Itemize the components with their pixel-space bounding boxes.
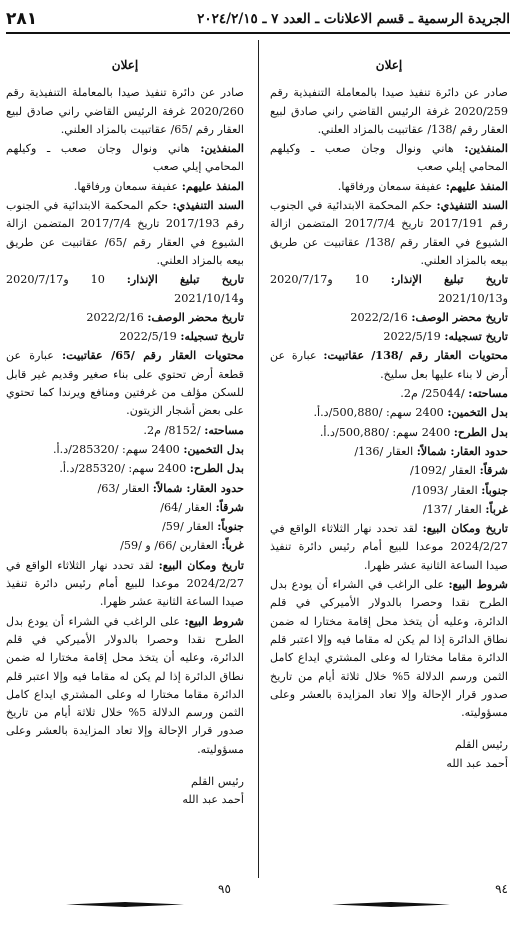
executors-label: المنفذين: [464,141,508,156]
west-label: غرباً: [485,501,508,516]
announcement-intro: صادر عن دائرة تنفيذ صيدا بالمعاملة التنفيذية رقم 2020/259 غرفة الرئيس القاضي راني صادق لبيع العقار رقم /138/ عقاتبيت بالمزاد العلني. [270,86,508,136]
executors-label: المنفذين: [200,141,244,156]
header-title: الجريدة الرسمية ـ قسم الاعلانات ـ العدد ٧ ـ ٢٠٢٤/٢/١٥ [197,11,510,27]
footer-page-number-left: ٩٥ [218,882,231,896]
offer-label: بدل الطرح: [189,461,244,476]
terms-label: شروط البيع: [184,613,244,628]
valuation-value: 2400 سهم: /500,880/د.أ. [313,406,444,420]
registration-label: تاريخ تسجيله: [180,329,244,344]
area-label: مساحته: [204,422,244,437]
notice-label: تاريخ تبليغ الإنذار: [126,272,244,287]
terms-line [270,575,508,722]
executed-label: المنفذ عليهم: [445,178,508,193]
contents-label: محتويات العقار رقم /138/ عقاتبيت: [323,348,508,363]
executed-value: عفيفة سمعان ورفاقها. [73,179,179,193]
report-value: 2022/2/16 [350,310,408,324]
contents-value: عبارة عن قطعة أرض تحتوي على بناء صغير وقديم غير قابل للسكن مؤلف من غرفتين ومنافع ويرندا كما تحتوي على بعض أشجار الزيتون. [6,349,244,418]
valuation-line [270,403,508,422]
south-value: العقار /59/ [161,520,214,534]
announcement-title: إعلان [111,58,139,72]
east-value: العقار /1092/ [410,464,476,478]
west-value: العقار /137/ [422,502,482,516]
boundary-east-line [6,498,244,517]
registration-value: 2022/5/19 [119,330,177,344]
terms-value: على الراغب في الشراء أن يودع بدل الطرح نقدا وحصرا بالدولار الأميركي في قلم الدائرة، وعليه أن يتخذ محل إقامة مختارا له ضمن نطاق الدائرة إذا لم يكن له مقاما فيه وإلا اعتبر قلم الدائرة مقاما مختارا له وعلى المشتري ايداع كامل الثمن ورسم الدلالة 5% خلال ثلاثة أيام من تاريخ صدور قرار الإحالة وإلا تعاد المزايدة بالعشر وعلى مسؤوليته. [6,614,244,756]
south-label: جنوباً: [217,519,244,534]
report-label: تاريخ محضر الوصف: [147,309,244,324]
executed-line [270,177,508,196]
page-number: ٢٨١ [6,9,38,29]
deed-label: السند التنفيذي: [172,198,244,213]
column-divider [258,40,259,878]
north-value: العقار /63/ [97,481,150,495]
east-label: شرقاً: [479,463,508,478]
terms-label: شروط البيع: [448,577,508,592]
boundaries-label: حدود العقار: شمالاً: [152,480,244,495]
area-line [6,421,244,440]
report-label: تاريخ محضر الوصف: [411,309,508,324]
notice-value: 10 و2020/7/17 و2021/10/14 [6,273,244,305]
executors-line [270,139,508,177]
notice-label: تاريخ تبليغ الإنذار: [390,272,508,287]
announcement-left [6,56,244,810]
notice-line [270,270,508,308]
registration-value: 2022/5/19 [383,330,441,344]
contents-label: محتويات العقار رقم /65/ عقاتبيت: [62,348,244,363]
area-value: /25044/ م2. [400,387,465,401]
west-label: غرباً: [221,538,244,553]
deed-value: حكم المحكمة الابتدائية في الجنوب رقم 2017/193 تاريخ 2017/7/4 المتضمن ازالة الشيوع في العقار رقم /65/ عقاتبيت عن طريق بيعه بالمزاد العلني. [6,199,244,267]
boundaries-label: حدود العقار: شمالاً: [416,443,508,458]
signer-name: أحمد عبد الله [182,793,244,807]
offer-line [270,423,508,442]
north-value: العقار /136/ [354,444,414,458]
notice-line [6,270,244,308]
registration-line [270,327,508,346]
announcement-intro: صادر عن دائرة تنفيذ صيدا بالمعاملة التنفيذية رقم 2020/260 غرفة الرئيس القاضي راني صادق لبيع العقار رقم /65/ عقاتبيت بالمزاد العلني. [6,86,244,136]
offer-value: 2400 سهم: /285320/د.أ. [59,462,187,476]
south-value: العقار /1093/ [411,483,478,497]
boundary-north-line [6,479,244,498]
valuation-label: بدل التخمين: [447,405,508,420]
announcement-right [270,56,508,773]
offer-label: بدل الطرح: [453,424,508,439]
registration-label: تاريخ تسجيله: [444,329,508,344]
boundary-west-line [270,500,508,519]
east-label: شرقاً: [215,499,244,514]
executed-value: عفيفة سمعان ورفاقها. [337,179,443,193]
executors-value: هاني ونوال وجان صعب ـ وكيلهم المحامي إيلي صعب [270,142,508,174]
ornament-rule-right [332,902,450,906]
sale-label: تاريخ ومكان البيع: [158,557,244,572]
area-line [270,384,508,403]
executed-line [6,177,244,196]
report-line [6,308,244,327]
notice-value: 10 و2020/7/17 و2021/10/13 [270,273,508,305]
terms-value: على الراغب في الشراء أن يودع بدل الطرح نقدا وحصرا بالدولار الأميركي في قلم الدائرة، وعليه أن يتخذ محل إقامة مختارا له ضمن نطاق الدائرة إذا لم يكن له مقاما فيه وإلا اعتبر قلم الدائرة مقاما مختارا له وعلى المشتري ايداع كامل الثمن ورسم الدلالة 5% خلال ثلاثة أيام من تاريخ صدور قرار الإحالة وإلا تعاد المزايدة بالعشر وعلى مسؤوليته. [270,578,508,720]
contents-line [6,346,244,420]
area-value: /8152/ م2. [143,423,201,437]
deed-label: السند التنفيذي: [436,198,508,213]
west-value: العقاربن /66/ و /59/ [120,539,218,553]
deed-line [270,196,508,270]
boundary-west-line [6,536,244,555]
offer-value: 2400 سهم: /500,880/د.أ. [319,425,451,439]
south-label: جنوباً: [481,482,508,497]
boundary-north-line [270,442,508,461]
signer-title: رئيس القلم [190,774,244,788]
valuation-line [6,440,244,459]
east-value: العقار /64/ [160,500,212,514]
executors-line [6,139,244,177]
announcement-title: إعلان [375,58,403,72]
page-header [6,6,510,34]
contents-line [270,346,508,384]
signer-name: أحمد عبد الله [446,756,508,770]
boundary-south-line [6,517,244,536]
boundary-south-line [270,481,508,500]
offer-line [6,459,244,478]
deed-line [6,196,244,270]
executed-label: المنفذ عليهم: [181,178,244,193]
valuation-value: 2400 سهم: /285320/د.أ. [52,442,180,456]
contents-value: عبارة عن أرض لا بناء عليها بعل سليخ. [270,349,508,381]
report-line [270,308,508,327]
signer-title: رئيس القلم [454,738,508,752]
deed-value: حكم المحكمة الابتدائية في الجنوب رقم 2017/191 تاريخ 2017/7/4 المتضمن ازالة الشيوع في العقار رقم /138/ عقاتبيت عن طريق بيعه بالمزاد العلني. [270,199,508,267]
area-label: مساحته: [468,386,508,401]
registration-line [6,327,244,346]
executors-value: هاني ونوال وجان صعب ـ وكيلهم المحامي إيلي صعب [6,142,244,174]
sale-line [270,519,508,575]
footer-page-number-right: ٩٤ [495,882,508,896]
sale-line [6,556,244,612]
valuation-label: بدل التخمين: [183,441,244,456]
sale-label: تاريخ ومكان البيع: [422,521,508,536]
sale-value: لقد تحدد نهار الثلاثاء الواقع في 2024/2/27 موعدا للبيع أمام رئيس دائرة تنفيذ صيدا الساعة الثانية عشر ظهرا. [270,522,508,572]
sale-value: لقد تحدد نهار الثلاثاء الواقع في 2024/2/27 موعدا للبيع أمام رئيس دائرة تنفيذ صيدا الساعة الثانية عشر ظهرا. [6,558,244,609]
boundary-east-line [270,461,508,480]
ornament-rule-left [66,902,184,906]
terms-line [6,612,244,759]
report-value: 2022/2/16 [86,310,144,324]
